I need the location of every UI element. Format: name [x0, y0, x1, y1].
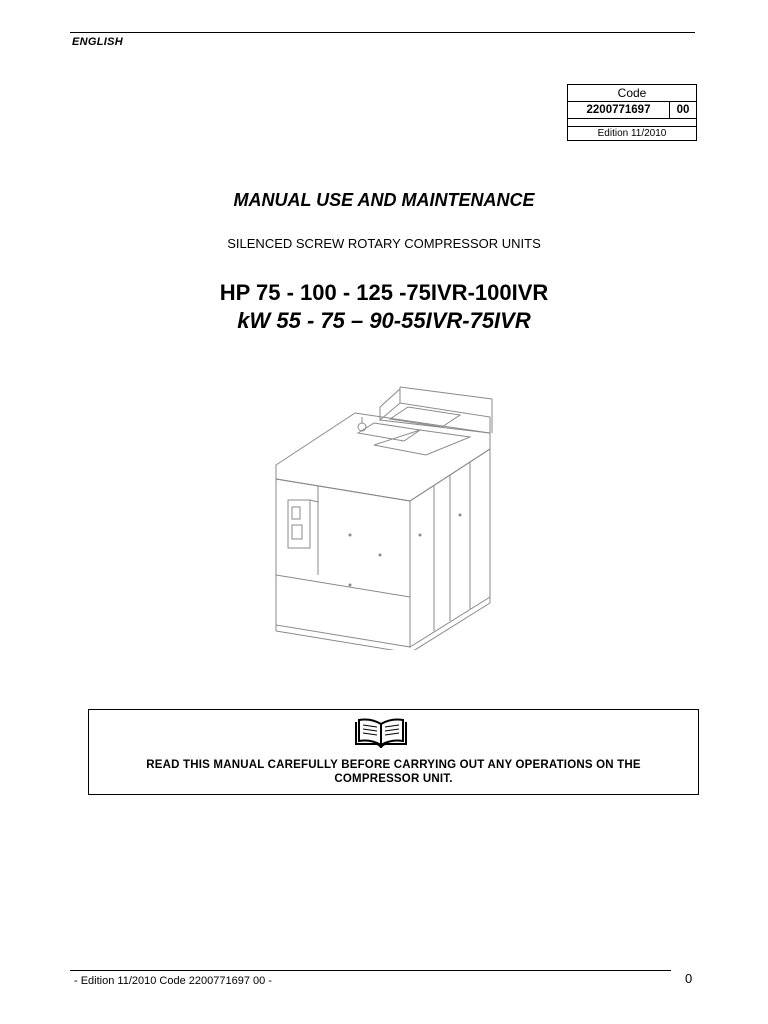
open-book-icon: [351, 718, 411, 750]
code-values-row: [568, 101, 696, 119]
document-code-box: [567, 84, 697, 141]
code-number: 2200771697: [568, 102, 670, 118]
code-label: Code: [617, 86, 647, 100]
header-rule: [70, 32, 695, 33]
safety-notice-text: [89, 758, 698, 786]
safety-notice-line-1: READ THIS MANUAL CAREFULLY BEFORE CARRYING OUT ANY OPERATIONS ON THE: [146, 759, 641, 771]
model-hp-line: HP 75 - 100 - 125 -75IVR-100IVR: [219, 280, 549, 305]
safety-notice-line-2: COMPRESSOR UNIT.: [334, 773, 453, 785]
compressor-unit-illustration: [270, 385, 500, 650]
language-label: ENGLISH: [72, 36, 123, 48]
code-revision: 00: [676, 104, 690, 116]
footer-rule: [70, 970, 671, 971]
safety-notice-box: [88, 709, 699, 795]
model-kw-line: kW 55 - 75 – 90-55IVR-75IVR: [237, 308, 531, 333]
page-number: 0: [685, 971, 693, 986]
manual-subtitle: SILENCED SCREW ROTARY COMPRESSOR UNITS: [227, 236, 541, 251]
manual-title: MANUAL USE AND MAINTENANCE: [233, 190, 535, 210]
code-edition: Edition 11/2010: [597, 128, 667, 139]
footer-edition-code: - Edition 11/2010 Code 2200771697 00 -: [74, 975, 272, 987]
code-blank-row: [568, 119, 696, 127]
